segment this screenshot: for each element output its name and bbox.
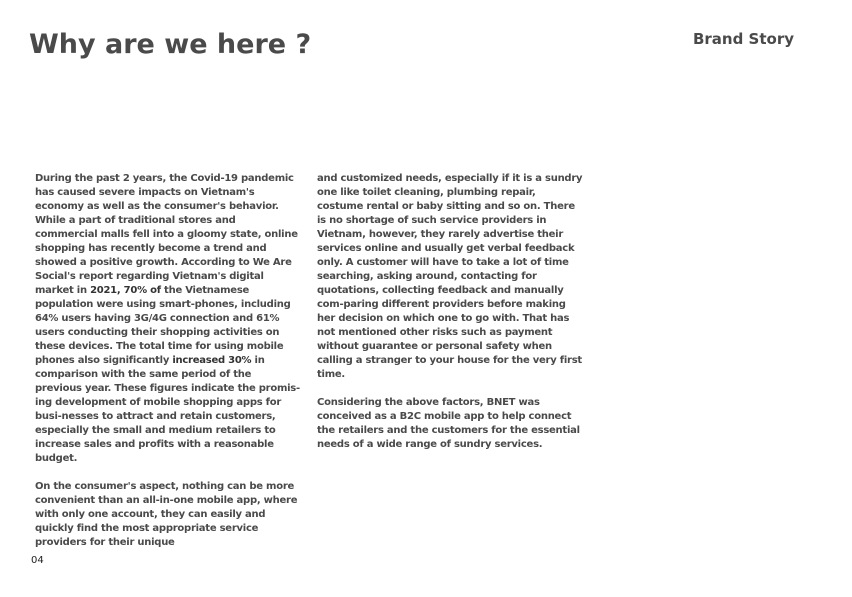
text-run: the Vietnamese population were using smart-phones, including 64% users having 3G/4G connection and 61% users conducting their shopping activities on these devices. The total time for using mobile phones also significantly bbox=[35, 285, 291, 366]
paragraph-covid-impact bbox=[35, 172, 301, 466]
paragraph-customized-needs: and customized needs, especially if it is a sundry one like toilet cleaning, plumbing repair, costume rental or baby sitting and so on. There is no shortage of such service providers in Vietnam, however, they rarely advertise their services online and usually get verbal feedback only. A customer will have to take a lot of time searching, asking around, contacting for quotations, collecting feedback and manually com-paring different providers before making her decision on which one to go with. That has not mentioned other risks such as payment without guarantee or personal safety when calling a stranger to your house for the very first time. bbox=[317, 173, 583, 380]
highlight-increased-30-percent: increased 30% bbox=[172, 355, 252, 366]
text-run: During the past 2 years, the Covid-19 pandemic has caused severe impacts on Vietnam's economy as well as the consumer's behavior. While a part of traditional stores and commercial malls fell into a gloomy state, online shopping has recently become a trend and showed a positive growth. According to We Are Social's report regarding Vietnam's digital market in bbox=[35, 173, 298, 296]
page-number: 04 bbox=[31, 555, 44, 566]
text-run: in comparison with the same period of the previous year. These figures indicate the promis-ing development of mobile shopping apps for busi-nesses to attract and retain customers, especially the small and medium retailers to increase sales and profits with a reasonable budget. bbox=[35, 355, 300, 464]
text-column-right bbox=[317, 172, 583, 452]
text-column-left bbox=[35, 172, 301, 550]
highlight-2021-70-percent: 2021, 70% of bbox=[90, 285, 161, 296]
paragraph-consumer-aspect: On the consumer's aspect, nothing can be more convenient than an all-in-one mobile app, where with only one account, they can easily and quickly find the most appropriate service providers for their unique bbox=[35, 481, 298, 548]
page-title: Why are we here ? bbox=[29, 29, 312, 60]
section-label: Brand Story bbox=[692, 30, 794, 48]
paragraph-bnet-conception: Considering the above factors, BNET was conceived as a B2C mobile app to help connect the retailers and the customers for the essential needs of a wide range of sundry services. bbox=[317, 397, 580, 450]
